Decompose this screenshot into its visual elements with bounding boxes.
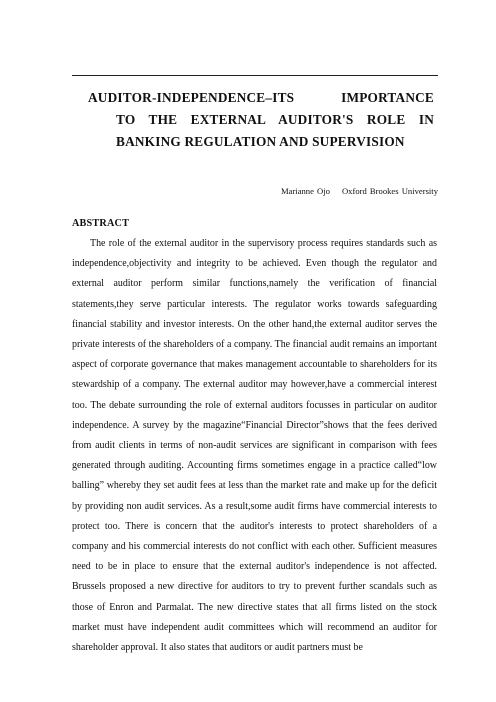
title-line-1: AUDITOR-INDEPENDENCE–ITS IMPORTANCE [88, 90, 434, 105]
title-line-3: BANKING REGULATION AND SUPERVISION [116, 134, 405, 149]
paper-title [88, 87, 434, 153]
abstract-body: The role of the external auditor in the supervisory process requires standards such as independence,objectivity and integrity to be achieved. Even though the regulator and external auditor perform similar functions,namely the verification of financial statements,they serve particular interests. The regulator works towards safeguarding financial stability and investor interests. On the other hand,the external auditor serves the private interests of the shareholders of a company. The financial audit remains an important aspect of corporate governance that makes management accountable to shareholders for its stewardship of a company. The external auditor may however,have a commercial interest too. The debate surrounding the role of external auditors focusses in particular on auditor independence. A survey by the magazine“Financial Director”shows that the fees derived from audit clients in terms of non-audit services are significant in comparison with fees generated through auditing. Accounting firms sometimes engage in a practice called“low balling” whereby they set audit fees at less than the market rate and make up for the deficit by providing non audit services. As a result,some audit firms have commercial interests to protect too. There is concern that the auditor's interests to protect shareholders of a company and his commercial interests do not conflict with each other. Sufficient measures need to be in place to ensure that the external auditor's independence is not affected. Brussels proposed a new directive for auditors to try to prevent further scandals such as those of Enron and Parmalat. The new directive states that all firms listed on the stock market must have independent audit committees which will recommend an auditor for shareholder approval. It also states that auditors or audit partners must be [72, 238, 437, 654]
author-name: Marianne Ojo [280, 186, 330, 196]
abstract-heading: ABSTRACT [72, 218, 130, 229]
top-divider [72, 75, 438, 76]
title-line-2: TO THE EXTERNAL AUDITOR'S ROLE IN [116, 112, 434, 127]
byline [0, 186, 438, 196]
author-affiliation: Oxford Brookes University [341, 186, 438, 196]
